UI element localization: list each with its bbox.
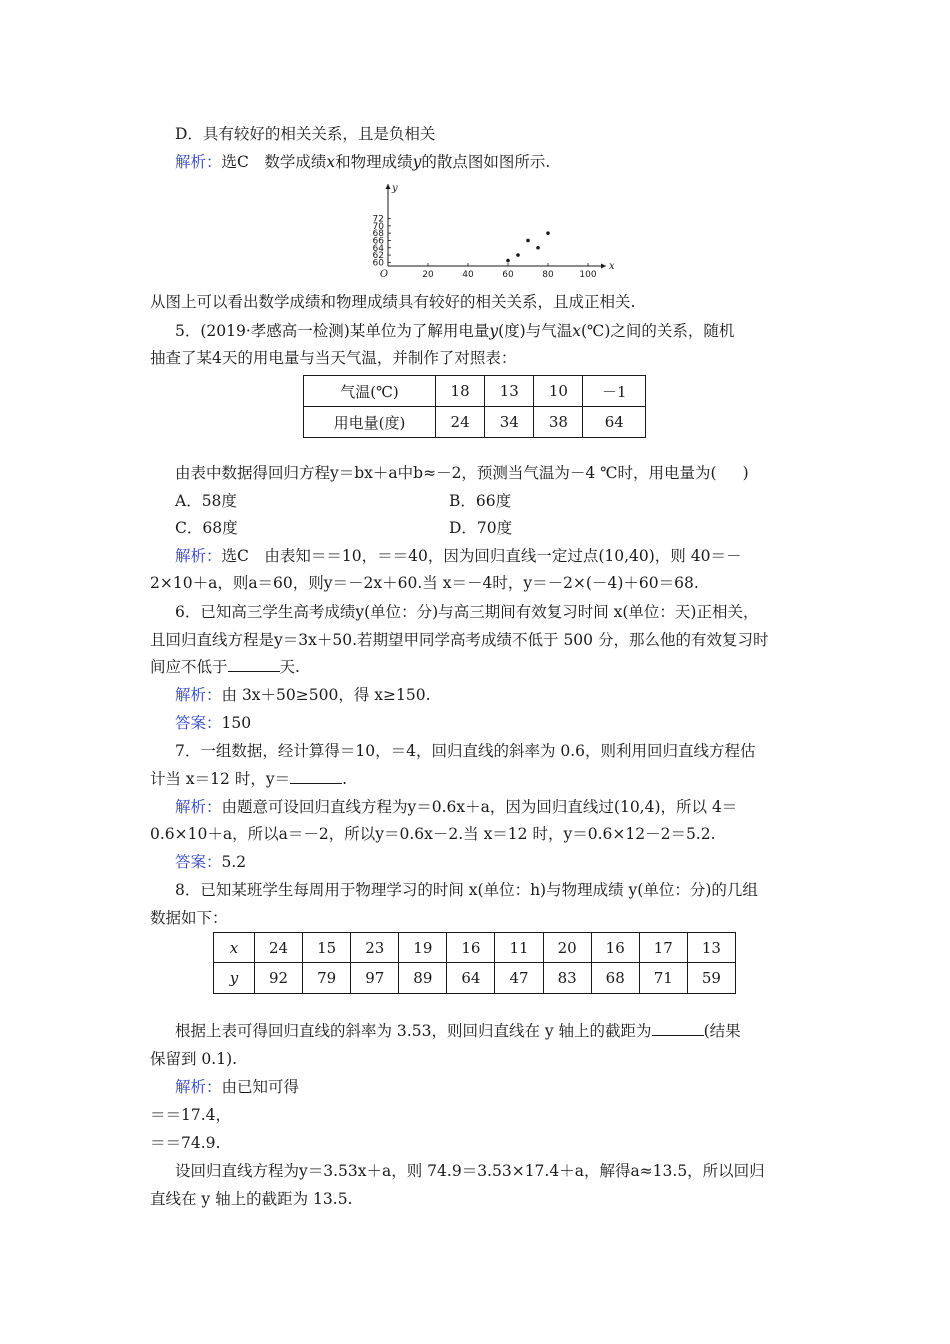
q8-stem-line2: 数据如下： [150,909,228,927]
y-axis-arrow [386,184,391,189]
table-cell: 83 [543,963,591,994]
table-cell: 34 [485,407,534,438]
q7-stem-line2 [150,769,347,789]
analysis-end: 的散点图如图所示. [421,153,551,171]
q5-question [175,463,749,483]
q8-calc-line1: ＝＝17.4， [150,1106,232,1124]
q7-analysis-line1 [175,797,737,817]
analysis-text: 选C 由表知＝＝10，＝＝40，因为回归直线一定过点(10,40)，则 40＝－ [221,547,742,565]
scatter-point [506,259,510,263]
q6-stem-line1: 6．已知高三学生高考成绩y(单位：分)与高三期间有效复习时间 x(单位：天)正相关， [175,603,759,621]
x-tick-label: 80 [542,270,554,280]
table-cell: 89 [399,963,447,994]
q7-analysis-line2: 0.6×10＋a，所以a＝－2，所以y＝0.6x－2.当 x＝12 时，y＝0.6×12－2＝5.2. [150,825,716,843]
q6-analysis [175,685,431,705]
q5-text: (度)与气温 [498,322,573,340]
q4-option-d: D．具有较好的相关关系，且是负相关 [175,125,436,143]
answer-text: 5.2 [221,853,247,871]
table-cell: 13 [485,376,534,407]
q5-analysis-line2: 2×10＋a，则a＝60，则y＝－2x＋60.当 x＝－4时，y＝－2×(－4)＋60＝68. [150,574,699,592]
table-cell: 16 [591,933,639,963]
table-cell: 15 [303,933,351,963]
table-row [304,376,646,407]
table-header-cell: x [214,933,255,963]
y-tick-label: 66 [372,236,384,247]
q6-text: 间应不低于 [150,658,228,676]
q6-answer [175,713,251,733]
x-tick-label: 60 [502,270,514,280]
q5-option-b: B．66度 [449,492,512,510]
answer-label: 答案： [175,714,222,732]
q8-text-line2: 保留到 0.1). [150,1050,238,1068]
analysis-label: 解析： [175,798,222,816]
q7-text: . [342,770,348,788]
q6-stem-line2: 且回归直线方程是y＝3x＋50.若期望甲同学高考成绩不低于 500 分，那么他的有效复习时 [150,631,769,649]
table-cell: 10 [534,376,583,407]
answer-text: 150 [221,714,252,732]
q5-question-text: 由表中数据得回归方程y＝bx＋a中b≈－2，预测当气温为－4 ℃时，用电量为( [175,464,717,482]
table-cell: 24 [255,933,303,963]
scatter-point [516,253,520,257]
q8-table [213,932,736,994]
table-cell: 18 [436,376,485,407]
var-x: x [572,322,581,340]
q8-calc-line2: ＝＝74.9. [150,1134,221,1152]
table-cell: 13 [687,933,735,963]
table-cell: －1 [583,376,646,407]
table-cell: 68 [591,963,639,994]
x-tick-label: 100 [579,270,597,280]
table-row [214,933,736,963]
var-y: y [489,322,499,340]
table-cell: 20 [543,933,591,963]
q5-stem-line2: 抽查了某4天的用电量与当天气温，并制作了对照表： [150,349,517,367]
q6-text: 天. [279,658,300,676]
table-cell: 17 [639,933,687,963]
analysis-mid: 和物理成绩 [335,153,413,171]
q4-conclusion: 从图上可以看出数学成绩和物理成绩具有较好的相关关系，且成正相关. [150,293,636,311]
answer-label: 答案： [175,853,222,871]
analysis-text: 由 3x＋50≥500，得 x≥150. [221,686,431,704]
q8-final-line2: 直线在 y 轴上的截距为 13.5. [150,1190,353,1208]
q5-text: (℃)之间的关系，随机 [580,322,735,340]
var-y: y [412,153,422,171]
answer-blank [228,657,280,672]
origin-label: O [379,269,389,280]
table-row [214,963,736,994]
q4-analysis [175,152,550,172]
q8-analysis [175,1077,299,1097]
q8-text: 根据上表可得回归直线的斜率为 3.53，则回归直线在 y 轴上的截距为 [175,1022,652,1040]
scatter-point [526,239,530,243]
q8-stem-line1: 8．已知某班学生每周用于物理学习的时间 x(单位：h)与物理成绩 y(单位：分)的几组 [175,881,758,899]
table-cell: 71 [639,963,687,994]
q8-text: (结果 [703,1022,741,1040]
analysis-label: 解析： [175,153,222,171]
table-cell: 19 [399,933,447,963]
x-tick-label: 40 [462,270,474,280]
q5-analysis-line1 [175,546,741,566]
analysis-text: 由题意可设回归直线方程为y＝0.6x＋a，因为回归直线过(10,4)，所以 4＝ [221,798,738,816]
y-tick-label: 68 [372,229,384,240]
table-cell: 47 [495,963,543,994]
table-header-cell: 用电量(度) [304,407,436,438]
q5-question-close: ) [742,464,749,482]
y-tick-label: 64 [372,243,384,254]
analysis-label: 解析： [175,1078,222,1096]
x-tick-label: 20 [422,270,434,280]
table-cell: 38 [534,407,583,438]
table-header-cell: 气温(℃) [304,376,436,407]
q8-final-line1: 设回归直线方程为y＝3.53x＋a，则 74.9＝3.53×17.4＋a，解得a≈13.5，所以回归 [175,1162,765,1180]
table-cell: 92 [255,963,303,994]
q7-stem-line1: 7．一组数据，经计算得＝10，＝4，回归直线的斜率为 0.6，则利用回归直线方程估 [175,742,756,760]
q6-stem-line3 [150,657,300,677]
scatter-plot [362,180,622,282]
table-cell: 59 [687,963,735,994]
y-tick-label: 70 [372,221,384,232]
table-header-cell: y [214,963,255,994]
table-cell: 79 [303,963,351,994]
q5-stem-line1 [175,321,734,341]
y-tick-label: 72 [372,214,384,225]
q7-text: 计当 x＝12 时，y＝ [150,770,291,788]
table-cell: 24 [436,407,485,438]
y-tick-label: 60 [372,258,384,269]
x-axis-arrow [601,264,606,269]
var-x: x [326,153,336,171]
answer-blank [652,1021,704,1036]
y-tick-label: 62 [372,251,384,262]
table-row [304,407,646,438]
scatter-point [546,231,550,235]
scatter-point [536,246,540,250]
q5-table [303,375,646,438]
scatter-axes [373,183,615,280]
q5-option-d: D．70度 [449,519,513,537]
x-axis-label: x [609,261,615,272]
analysis-label: 解析： [175,686,222,704]
answer-blank [290,769,342,784]
scatter-points [506,231,550,262]
table-cell: 16 [447,933,495,963]
analysis-text: 选C 数学成绩 [221,153,327,171]
analysis-text: 由已知可得 [221,1078,300,1096]
q5-option-c: C．68度 [175,519,238,537]
analysis-label: 解析： [175,547,222,565]
table-cell: 97 [351,963,399,994]
q5-option-a: A．58度 [175,492,237,510]
q7-answer [175,852,246,872]
table-cell: 64 [583,407,646,438]
q8-text-line1 [175,1021,741,1041]
y-axis-label: y [392,183,398,194]
table-cell: 64 [447,963,495,994]
table-cell: 11 [495,933,543,963]
table-cell: 23 [351,933,399,963]
q5-text: 5．(2019·孝感高一检测)某单位为了解用电量 [175,322,490,340]
